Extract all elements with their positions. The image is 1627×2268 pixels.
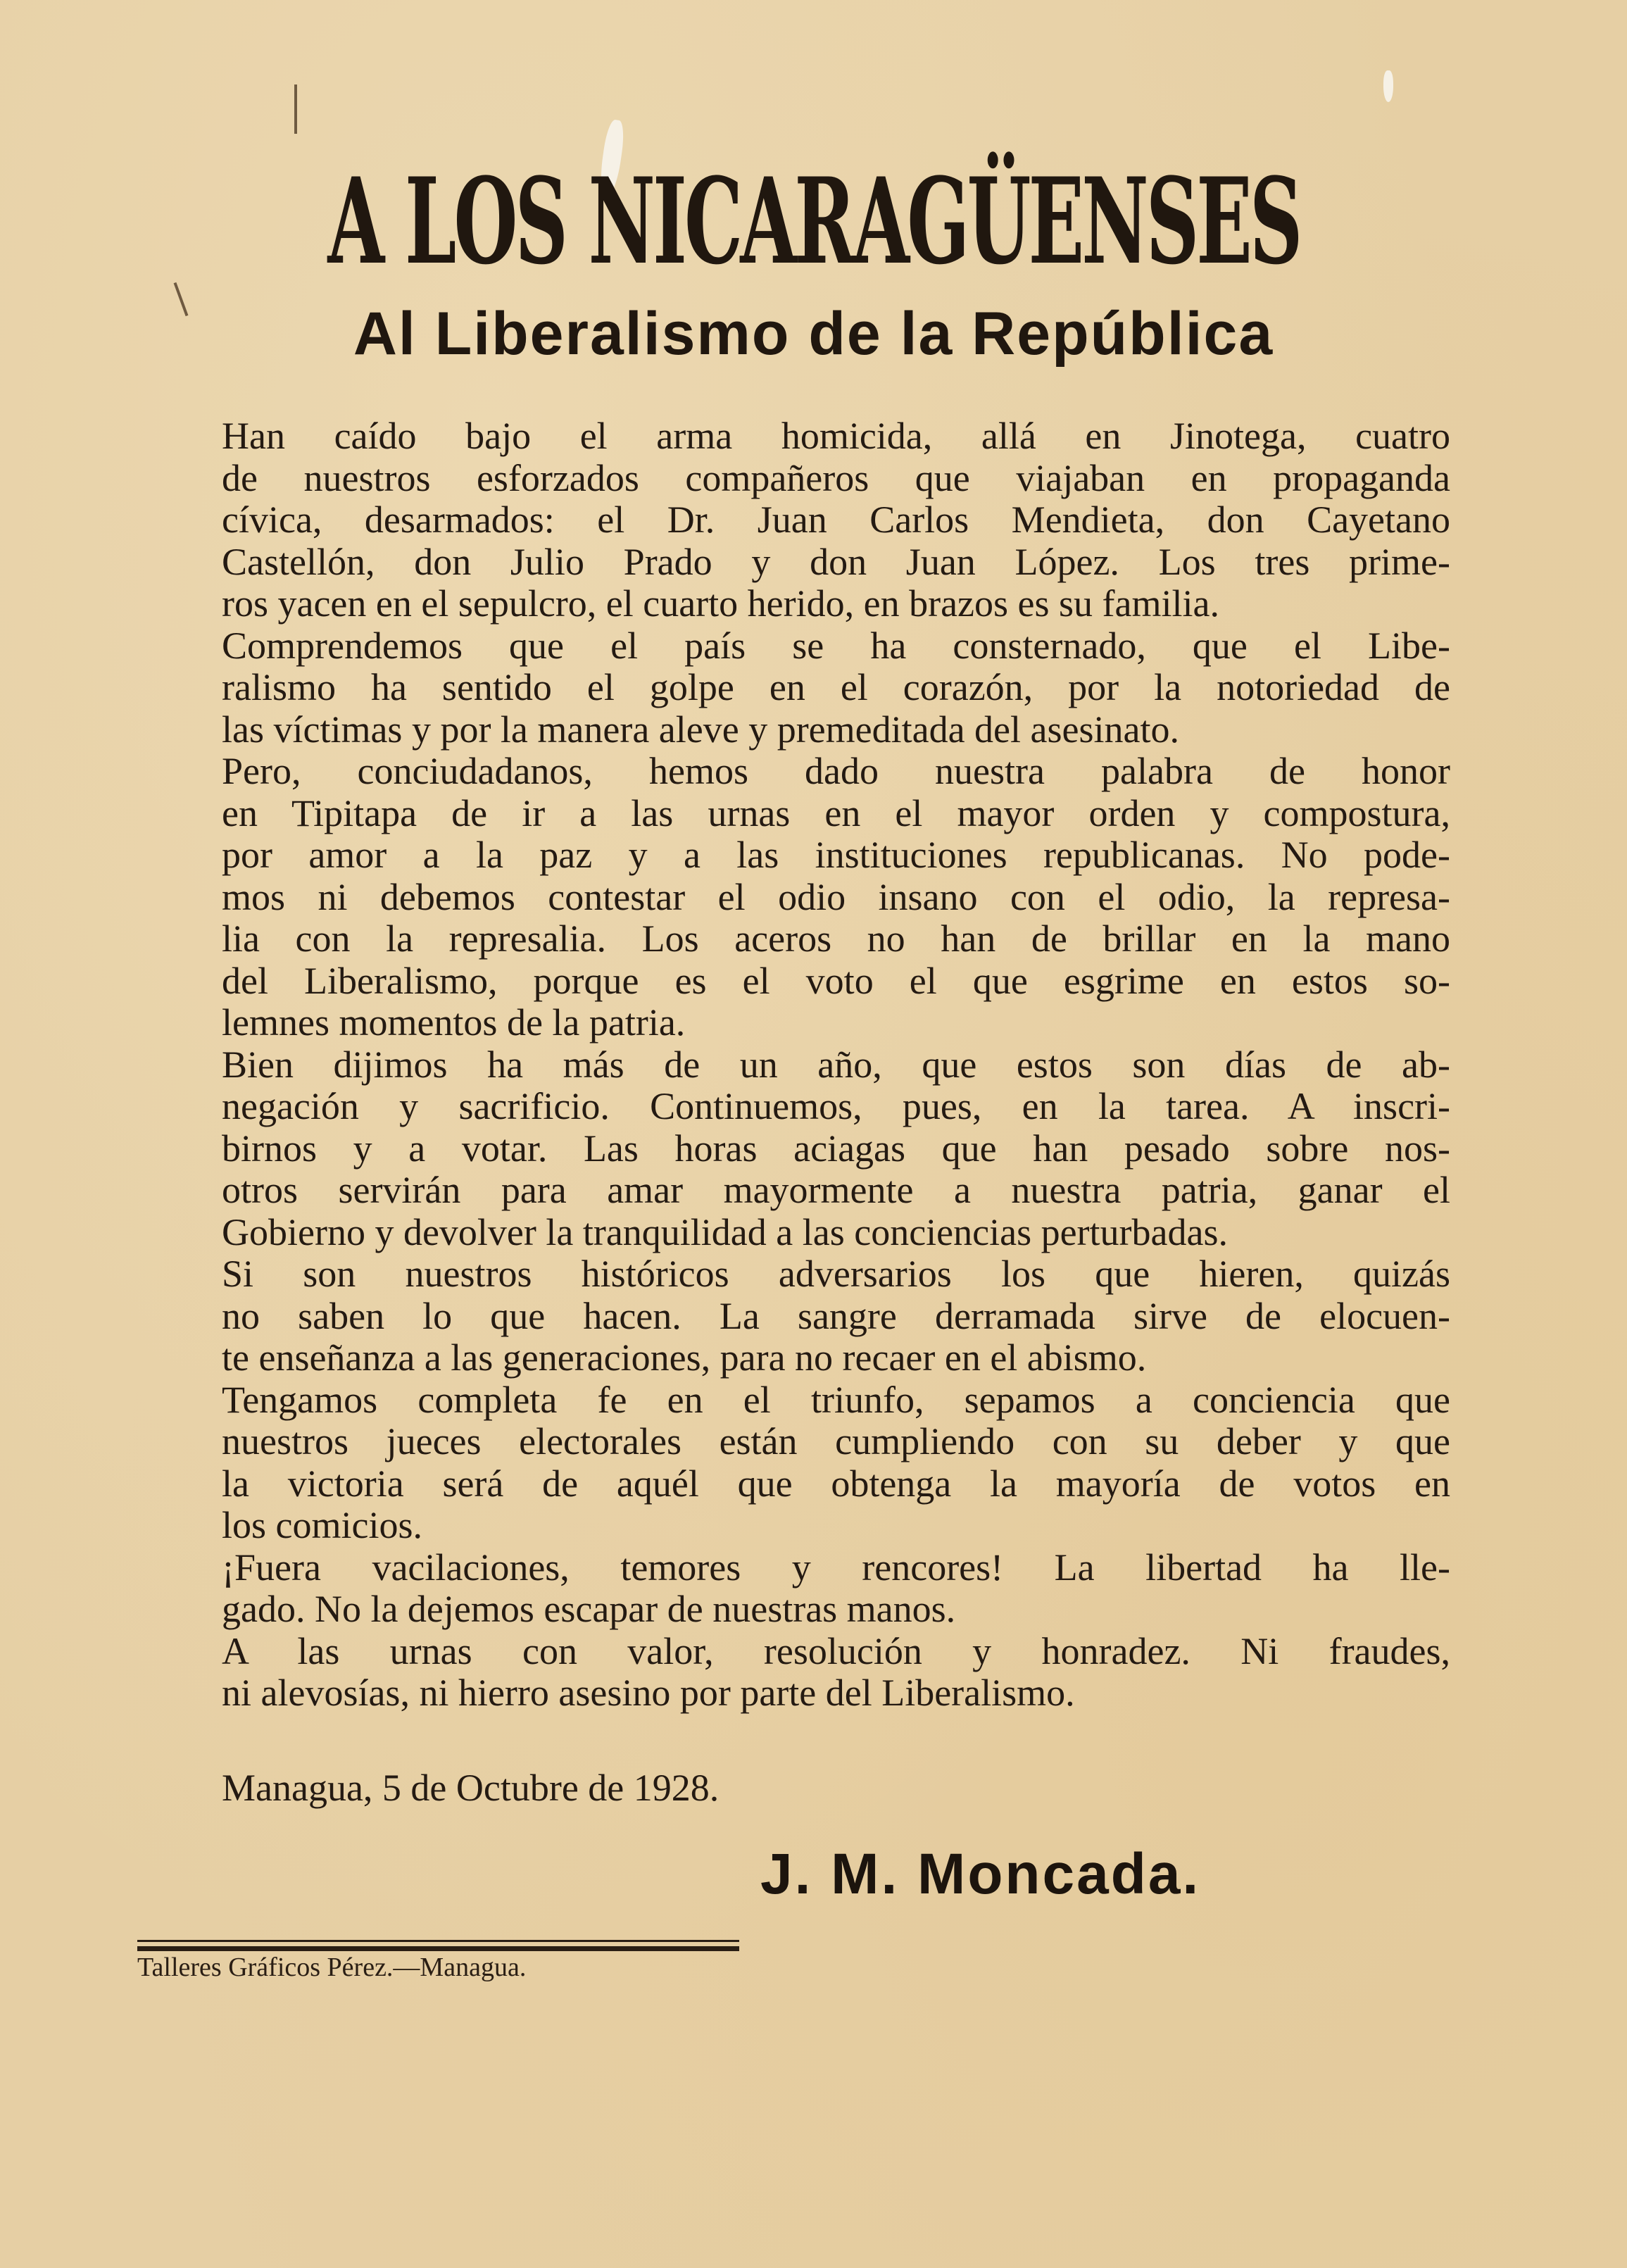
paragraph <box>141 1379 1450 1547</box>
document-subtitle: Al Liberalismo de la República <box>353 300 1274 368</box>
paragraph <box>141 1547 1450 1631</box>
paper-tear <box>1383 70 1393 102</box>
text-line: de nuestros esforzados compañeros que viajaban en propaganda <box>222 456 1450 499</box>
text-line: los comicios. <box>222 1504 422 1546</box>
text-line: lemnes momentos de la patria. <box>222 1001 686 1044</box>
text-line: negación y sacrificio. Continuemos, pues, en la tarea. A inscri- <box>222 1085 1450 1127</box>
divider-rule <box>137 1946 739 1951</box>
text-line: Bien dijimos ha más de un año, que estos son días de ab- <box>222 1043 1450 1086</box>
dateline: Managua, 5 de Octubre de 1928. <box>222 1767 720 1809</box>
printer-imprint: Talleres Gráficos Pérez.—Managua. <box>137 1953 527 1982</box>
text-line: Pero, conciudadanos, hemos dado nuestra palabra de honor <box>222 750 1450 792</box>
signature: J. M. Moncada. <box>760 1842 1201 1906</box>
paragraph <box>141 1253 1450 1379</box>
text-line: Gobierno y devolver la tranquilidad a las conciencias perturbadas. <box>222 1210 1228 1253</box>
text-line: en Tipitapa de ir a las urnas en el mayor orden y compostura, <box>222 791 1450 834</box>
text-line: cívica, desarmados: el Dr. Juan Carlos Mendieta, don Cayetano <box>222 499 1450 541</box>
text-line: lia con la represalia. Los aceros no han de brillar en la mano <box>222 917 1450 960</box>
text-line: del Liberalismo, porque es el voto el que esgrime en estos so- <box>222 959 1450 1002</box>
ink-blemish <box>294 84 297 134</box>
paragraph <box>141 415 1450 625</box>
divider-rule <box>137 1940 739 1942</box>
paragraph <box>141 1044 1450 1254</box>
text-line: por amor a la paz y a las instituciones republicanas. No pode- <box>222 834 1450 876</box>
manifesto-body <box>141 415 1450 1715</box>
text-line: ni alevosías, ni hierro asesino por parte del Liberalismo. <box>222 1672 1075 1714</box>
document-title: A LOS NICARAGÜENSES <box>327 151 1300 291</box>
text-line: no saben lo que hacen. La sangre derramada sirve de elocuen- <box>222 1294 1450 1337</box>
text-line: ros yacen en el sepulcro, el cuarto herido, en brazos es su familia. <box>222 582 1219 625</box>
text-line: ¡Fuera vacilaciones, temores y rencores! La libertad ha lle- <box>222 1546 1450 1589</box>
text-line: Comprendemos que el país se ha consternado, que el Libe- <box>222 624 1450 667</box>
paragraph <box>141 1631 1450 1715</box>
paragraph <box>141 751 1450 1044</box>
text-line: birnos y a votar. Las horas aciagas que han pesado sobre nos- <box>222 1127 1450 1170</box>
text-line: Castellón, don Julio Prado y don Juan López. Los tres prime- <box>222 540 1450 583</box>
text-line: gado. No la dejemos escapar de nuestras manos. <box>222 1588 956 1630</box>
paragraph <box>141 625 1450 751</box>
text-line: Han caído bajo el arma homicida, allá en Jinotega, cuatro <box>222 415 1450 457</box>
text-line: Si son nuestros históricos adversarios los que hieren, quizás <box>222 1253 1450 1295</box>
text-line: otros servirán para amar mayormente a nuestra patria, ganar el <box>222 1169 1450 1211</box>
text-line: A las urnas con valor, resolución y honradez. Ni fraudes, <box>222 1629 1450 1672</box>
text-line: la victoria será de aquél que obtenga la mayoría de votos en <box>222 1462 1450 1505</box>
text-line: mos ni debemos contestar el odio insano con el odio, la represa- <box>222 875 1450 918</box>
text-line: te enseñanza a las generaciones, para no recaer en el abismo. <box>222 1336 1147 1379</box>
text-line: las víctimas y por la manera aleve y premeditada del asesinato. <box>222 708 1179 751</box>
text-line: Tengamos completa fe en el triunfo, sepamos a conciencia que <box>222 1378 1450 1421</box>
text-line: ralismo ha sentido el golpe en el corazón, por la notoriedad de <box>222 666 1450 708</box>
text-line: nuestros jueces electorales están cumpliendo con su deber y que <box>222 1420 1450 1462</box>
